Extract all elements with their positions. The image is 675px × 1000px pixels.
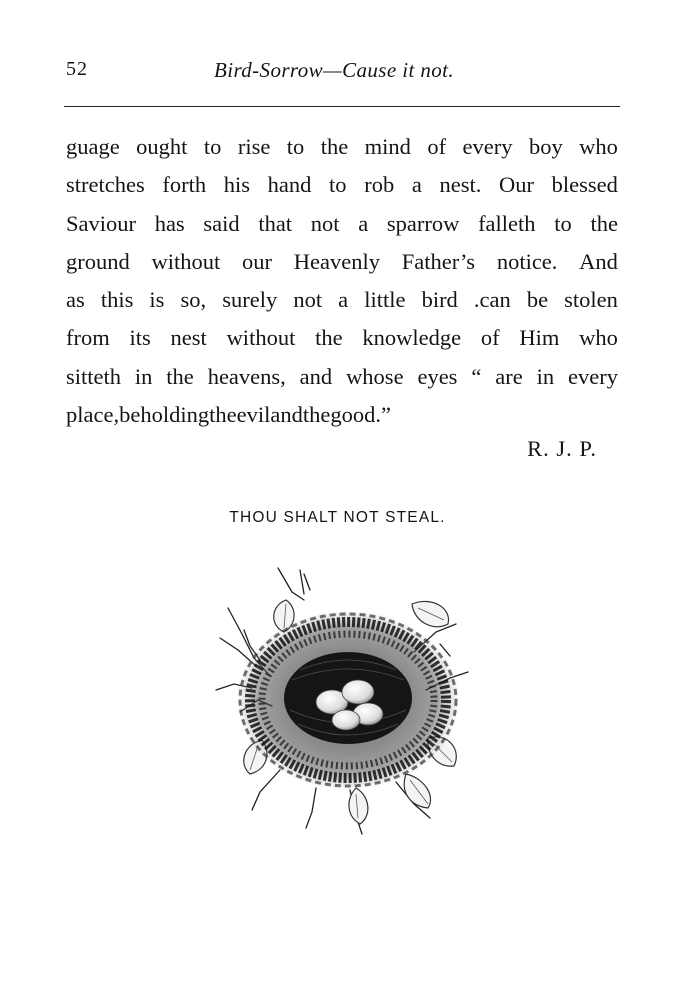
word: this — [100, 287, 134, 313]
word: our — [242, 248, 273, 274]
word: whose — [346, 363, 404, 389]
author-initials: R. J. P. — [527, 436, 597, 461]
word: eyes — [417, 363, 458, 389]
word: good.” — [330, 402, 391, 428]
word: to — [554, 210, 572, 236]
word: forth — [162, 172, 207, 198]
word: evil — [236, 402, 271, 428]
word: place, — [66, 402, 120, 428]
word: stretches — [66, 172, 145, 198]
word: and — [270, 402, 303, 428]
word: has — [154, 210, 185, 236]
word: to — [329, 172, 347, 198]
text-line — [66, 205, 618, 243]
word: from — [66, 325, 110, 351]
word: knowledge — [362, 325, 462, 351]
text-line — [66, 166, 618, 204]
word: and — [299, 363, 333, 389]
word: are — [495, 363, 523, 389]
word: be — [526, 287, 549, 313]
text-line — [66, 319, 618, 357]
text-line — [66, 358, 618, 396]
running-head — [66, 58, 618, 86]
word: hand — [267, 172, 312, 198]
word: without — [151, 248, 221, 274]
word: not — [310, 210, 340, 236]
word: Our — [499, 172, 534, 198]
word: a — [411, 172, 422, 198]
section-title: THOU SHALT NOT STEAL. — [229, 509, 446, 526]
word: every — [462, 134, 513, 159]
word: in — [536, 363, 555, 389]
word: sitteth — [66, 363, 121, 389]
word: not — [293, 287, 323, 313]
text-line — [66, 243, 618, 281]
text-line — [66, 128, 618, 166]
word: a — [358, 210, 369, 236]
word: Heavenly — [293, 248, 380, 274]
word: the — [315, 325, 343, 351]
word: in — [134, 363, 153, 389]
word: rise — [237, 134, 271, 159]
word: surely — [222, 287, 278, 313]
word: ground — [66, 248, 130, 274]
word: rob — [364, 172, 395, 198]
word: the — [590, 210, 618, 236]
word: so, — [180, 287, 207, 313]
word: the — [209, 402, 237, 428]
word: his — [223, 172, 251, 198]
word: that — [258, 210, 293, 236]
text-line — [66, 281, 618, 319]
word: stolen — [564, 287, 618, 313]
page-number: 52 — [66, 58, 88, 80]
word: of — [427, 134, 447, 159]
bird-nest-illustration — [200, 560, 490, 850]
bird-nest-icon — [200, 560, 490, 850]
word: .can — [473, 287, 511, 313]
word: Saviour — [66, 210, 136, 236]
word: said — [203, 210, 240, 236]
word: “ — [471, 363, 482, 389]
word: heavens, — [207, 363, 286, 389]
running-title: Bird-Sorrow—Cause it not. — [214, 58, 455, 82]
word: bird — [421, 287, 458, 313]
word: to — [203, 134, 222, 159]
word: beholding — [119, 402, 210, 428]
word: the — [302, 402, 331, 428]
word: without — [226, 325, 296, 351]
word: of — [480, 325, 500, 351]
word: And — [579, 248, 618, 274]
word: blessed — [551, 172, 618, 198]
word: Him — [519, 325, 560, 351]
word: Father’s — [401, 248, 476, 274]
word: mind — [364, 134, 411, 159]
header-rule — [64, 106, 620, 107]
word: little — [364, 287, 406, 313]
word: is — [149, 287, 165, 313]
word: falleth — [478, 210, 536, 236]
word: the — [320, 134, 349, 159]
word: the — [166, 363, 194, 389]
word: who — [579, 134, 618, 159]
word: who — [579, 325, 618, 351]
word: a — [338, 287, 349, 313]
word: boy — [528, 134, 563, 159]
word: its — [129, 325, 151, 351]
word: sparrow — [386, 210, 460, 236]
word: guage — [66, 134, 120, 159]
word: nest — [170, 325, 207, 351]
text-line — [66, 396, 618, 434]
word: ought — [136, 134, 188, 159]
word: to — [286, 134, 305, 159]
word: notice. — [496, 248, 558, 274]
word: nest. — [439, 172, 482, 198]
word: as — [66, 287, 85, 313]
word: every — [567, 363, 618, 389]
body-paragraph — [66, 128, 618, 434]
